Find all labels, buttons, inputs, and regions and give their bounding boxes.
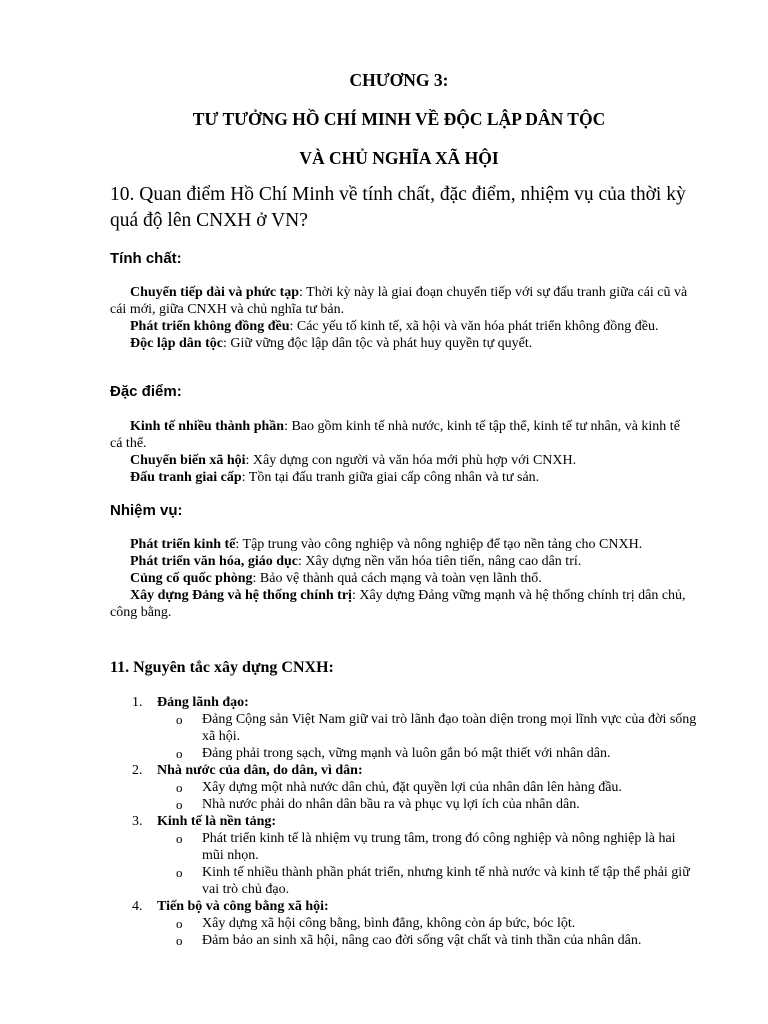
list-number: 3. (132, 814, 143, 829)
chapter-title-line1: TƯ TƯỞNG HỒ CHÍ MINH VỀ ĐỘC LẬP DÂN TỘC (192, 109, 606, 129)
sub-item-text: Phát triển kinh tế là nhiệm vụ trung tâm, trong đó công nghiệp và nông nghiệp là hai mũi nhọn. (202, 831, 676, 863)
colon: : (271, 814, 277, 829)
sub-item-text: Kinh tế nhiều thành phần phát triển, nhưng kinh tế nhà nước và kinh tế tập thể phải giữ vai trò chủ đạo. (202, 865, 690, 897)
description: : Xây dựng nền văn hóa tiên tiến, nâng cao dân trí. (298, 554, 582, 569)
term: Phát triển không đồng đều (130, 319, 290, 334)
list-item (110, 694, 700, 762)
list-item (110, 898, 700, 949)
paragraph (110, 284, 692, 318)
description: : Thời kỳ này là giai đoạn chuyển tiếp với sự đấu tranh giữa cái cũ và cái mới, giữa CNXH và chủ nghĩa tư bản. (110, 285, 688, 317)
paragraph (110, 318, 692, 335)
bullet-icon: o (176, 933, 183, 948)
bullet-icon: o (176, 780, 183, 795)
section-heading-dac-diem: Đặc điểm: (110, 383, 182, 400)
principles-list (110, 694, 700, 949)
sub-item-text: Nhà nước phải do nhân dân bầu ra và phục vụ lợi ích của nhân dân. (202, 797, 580, 812)
sub-item (176, 864, 700, 898)
list-item (110, 762, 700, 813)
question-11-heading: 11. Nguyên tắc xây dựng CNXH: (110, 659, 334, 676)
paragraph (110, 469, 692, 486)
question-10-heading: 10. Quan điểm Hồ Chí Minh về tính chất, đặc điểm, nhiệm vụ của thời kỳ quá độ lên CNXH ở VN? (110, 184, 686, 231)
list-number: 4. (132, 899, 143, 914)
sub-item-text: Đảng Cộng sản Việt Nam giữ vai trò lãnh đạo toàn diện trong mọi lĩnh vực của đời sống xã hội. (202, 712, 697, 744)
section-heading-tinh-chat: Tính chất: (110, 250, 182, 267)
bullet-icon: o (176, 746, 183, 761)
sub-item-text: Xây dựng xã hội công bằng, bình đẳng, không còn áp bức, bóc lột. (202, 916, 576, 931)
term: Phát triển văn hóa, giáo dục (130, 554, 299, 569)
colon: : (244, 695, 249, 710)
term: Đấu tranh giai cấp (130, 470, 242, 485)
description: : Bao gồm kinh tế nhà nước, kinh tế tập thể, kinh tế tư nhân, và kinh tế cá thể. (110, 419, 680, 451)
list-number: 2. (132, 763, 143, 778)
paragraph (110, 452, 692, 469)
list-number: 1. (132, 695, 143, 710)
sub-item (176, 915, 700, 932)
list-item-title: Kinh tế là nền tảng (157, 814, 272, 829)
term: Phát triển kinh tế (130, 537, 236, 552)
sub-item (176, 796, 700, 813)
section-tinh-chat-body (110, 284, 692, 352)
paragraph (110, 587, 692, 621)
bullet-icon: o (176, 865, 183, 880)
sub-item (176, 932, 700, 949)
description: : Tập trung vào công nghiệp và nông nghiệp để tạo nền tảng cho CNXH. (235, 537, 643, 552)
description: : Tồn tại đấu tranh giữa giai cấp công nhân và tư sản. (241, 470, 540, 485)
term: Chuyển biến xã hội (130, 453, 246, 468)
bullet-icon: o (176, 831, 183, 846)
bullet-icon: o (176, 712, 183, 727)
description: : Bảo vệ thành quả cách mạng và toàn vẹn lãnh thổ. (252, 571, 542, 586)
paragraph (110, 335, 692, 352)
description: : Xây dựng Đảng vững mạnh và hệ thống chính trị dân chủ, công bằng. (110, 588, 686, 620)
sub-item-text: Xây dựng một nhà nước dân chủ, đặt quyền lợi của nhân dân lên hàng đầu. (202, 780, 622, 795)
colon: : (357, 763, 363, 778)
sub-item-text: Đảng phải trong sạch, vững mạnh và luôn gắn bó mật thiết với nhân dân. (202, 746, 611, 761)
term: Độc lập dân tộc (130, 336, 223, 351)
sub-item-text: Đảm bảo an sinh xã hội, nâng cao đời sống vật chất và tinh thần của nhân dân. (202, 933, 642, 948)
section-heading-nhiem-vu: Nhiệm vụ: (110, 502, 183, 519)
sub-item (176, 830, 700, 864)
colon: : (324, 899, 329, 914)
list-item-title: Nhà nước của dân, do dân, vì dân (157, 763, 358, 778)
paragraph (110, 418, 692, 452)
bullet-icon: o (176, 916, 183, 931)
chapter-title-line2: VÀ CHỦ NGHĨA XÃ HỘI (299, 148, 499, 168)
term: Chuyển tiếp dài và phức tạp (130, 285, 300, 300)
term: Xây dựng Đảng và hệ thống chính trị (130, 588, 352, 603)
chapter-heading: CHƯƠNG 3: (349, 70, 449, 90)
list-item (110, 813, 700, 898)
section-dac-diem-body (110, 418, 692, 486)
description: : Các yếu tố kinh tế, xã hội và văn hóa phát triển không đồng đều. (289, 319, 659, 334)
sub-item (176, 745, 700, 762)
paragraph (110, 536, 692, 553)
description: : Giữ vững độc lập dân tộc và phát huy quyền tự quyết. (222, 336, 533, 351)
term: Kinh tế nhiều thành phần (130, 419, 285, 434)
list-item-title: Đảng lãnh đạo (157, 695, 245, 710)
section-nhiem-vu-body (110, 536, 692, 621)
list-item-title: Tiến bộ và công bằng xã hội (157, 899, 325, 914)
description: : Xây dựng con người và văn hóa mới phù hợp với CNXH. (245, 453, 577, 468)
sub-item (176, 779, 700, 796)
paragraph (110, 553, 692, 570)
sub-item (176, 711, 700, 745)
term: Củng cố quốc phòng (130, 571, 253, 586)
paragraph (110, 570, 692, 587)
bullet-icon: o (176, 797, 183, 812)
